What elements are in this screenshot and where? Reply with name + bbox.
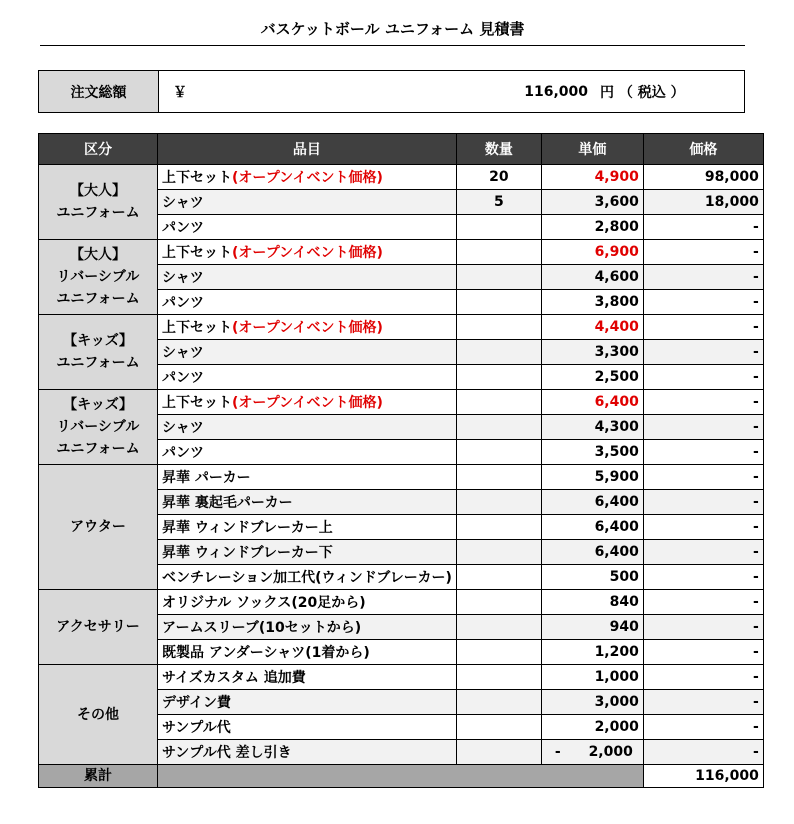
unit-price-cell: 6,900 <box>541 240 643 265</box>
quantity-cell <box>456 415 541 440</box>
quantity-cell <box>456 315 541 340</box>
quantity-cell <box>456 265 541 290</box>
item-cell <box>158 240 457 265</box>
item-cell <box>158 190 457 215</box>
item-name: 上下セット <box>162 320 232 336</box>
category-cell <box>39 665 158 765</box>
item-cell <box>158 365 457 390</box>
item-name: サンプル代 差し引き <box>162 745 292 761</box>
unit-price-cell: 5,900 <box>541 465 643 490</box>
unit-price-cell: 2,500 <box>541 365 643 390</box>
header-price: 価格 <box>643 134 763 165</box>
item-name: シャツ <box>162 195 204 211</box>
item-name: サイズカスタム 追加費 <box>162 670 306 686</box>
unit-price-cell: 840 <box>541 590 643 615</box>
category-cell <box>39 390 158 465</box>
item-name: 昇華 パーカー <box>162 470 251 486</box>
item-name: 昇華 裏起毛パーカー <box>162 495 293 511</box>
category-label-line: その他 <box>77 706 119 723</box>
quantity-cell: 5 <box>456 190 541 215</box>
estimate-table <box>38 133 764 788</box>
amount-cell: 98,000 <box>643 165 763 190</box>
item-name: パンツ <box>162 445 204 461</box>
unit-price-cell: 6,400 <box>541 490 643 515</box>
category-cell <box>39 590 158 665</box>
quantity-cell <box>456 215 541 240</box>
unit-price-cell: 3,500 <box>541 440 643 465</box>
amount-cell: - <box>643 390 763 415</box>
quantity-cell <box>456 515 541 540</box>
item-cell <box>158 215 457 240</box>
header-unit-price: 単価 <box>541 134 643 165</box>
amount-cell: - <box>643 465 763 490</box>
item-name: パンツ <box>162 370 204 386</box>
item-cell <box>158 415 457 440</box>
currency-symbol: ￥ <box>173 84 187 101</box>
item-cell <box>158 590 457 615</box>
amount-cell: - <box>643 265 763 290</box>
item-name: サンプル代 <box>162 720 231 736</box>
category-cell <box>39 240 158 315</box>
item-cell <box>158 540 457 565</box>
item-name: 上下セット <box>162 170 232 186</box>
amount-cell: - <box>643 615 763 640</box>
item-name: 昇華 ウィンドブレーカー上 <box>162 520 333 536</box>
amount-cell: - <box>643 365 763 390</box>
amount-cell: - <box>643 440 763 465</box>
category-label-line: 【キッズ】 <box>63 397 133 413</box>
item-cell <box>158 490 457 515</box>
amount-cell: - <box>643 515 763 540</box>
item-cell <box>158 315 457 340</box>
item-name: ベンチレーション加工代(ウィンドブレーカー) <box>162 570 452 586</box>
event-price-note: (オープンイベント価格) <box>232 320 383 336</box>
unit-price-cell: 1,000 <box>541 665 643 690</box>
header-item: 品目 <box>158 134 457 165</box>
category-label-line: ユニフォーム <box>56 355 140 371</box>
unit-price-cell: 3,800 <box>541 290 643 315</box>
unit-price-cell: 6,400 <box>541 540 643 565</box>
event-price-note: (オープンイベント価格) <box>232 395 383 411</box>
category-cell <box>39 165 158 240</box>
item-cell <box>158 290 457 315</box>
title-underline <box>40 45 745 46</box>
item-name: シャツ <box>162 270 204 286</box>
category-label-line: 【キッズ】 <box>63 333 133 349</box>
amount-cell: - <box>643 690 763 715</box>
quantity-cell <box>456 490 541 515</box>
item-cell <box>158 165 457 190</box>
amount-cell: - <box>643 240 763 265</box>
category-label-line: ユニフォーム <box>56 441 140 457</box>
subtotal-spacer <box>158 765 644 788</box>
unit-price-cell: 4,900 <box>541 165 643 190</box>
unit-price-cell: 500 <box>541 565 643 590</box>
item-name: パンツ <box>162 295 204 311</box>
quantity-cell <box>456 665 541 690</box>
amount-cell: - <box>643 640 763 665</box>
category-label-line: 【大人】 <box>70 183 126 199</box>
item-cell <box>158 465 457 490</box>
category-cell <box>39 315 158 390</box>
item-name: 昇華 ウィンドブレーカー下 <box>162 545 333 561</box>
item-cell <box>158 515 457 540</box>
amount-cell: - <box>643 590 763 615</box>
unit-price-cell: 6,400 <box>541 390 643 415</box>
quantity-cell <box>456 640 541 665</box>
quantity-cell <box>456 440 541 465</box>
item-name: アームスリーブ(10セットから) <box>162 620 362 636</box>
order-total-amount: 116,000 <box>524 83 588 100</box>
unit-price-cell: 3,300 <box>541 340 643 365</box>
item-cell <box>158 340 457 365</box>
subtotal-amount: 116,000 <box>643 765 763 788</box>
table-row <box>39 315 764 340</box>
quantity-cell <box>456 290 541 315</box>
item-cell <box>158 390 457 415</box>
order-total-unit: 円 （ 税込 ） <box>600 84 685 101</box>
unit-price-cell: 4,300 <box>541 415 643 440</box>
item-cell <box>158 615 457 640</box>
category-label-line: ユニフォーム <box>56 205 140 221</box>
event-price-note: (オープンイベント価格) <box>232 170 383 186</box>
item-cell <box>158 665 457 690</box>
amount-cell: - <box>643 290 763 315</box>
amount-cell: - <box>643 340 763 365</box>
category-cell <box>39 465 158 590</box>
quantity-cell: 20 <box>456 165 541 190</box>
quantity-cell <box>456 465 541 490</box>
quantity-cell <box>456 365 541 390</box>
quantity-cell <box>456 715 541 740</box>
item-name: シャツ <box>162 345 204 361</box>
amount-cell: 18,000 <box>643 190 763 215</box>
table-row <box>39 165 764 190</box>
quantity-cell <box>456 740 541 765</box>
unit-price-cell: 2,000 <box>541 715 643 740</box>
amount-cell: - <box>643 565 763 590</box>
item-cell <box>158 265 457 290</box>
quantity-cell <box>456 390 541 415</box>
price-value: 2,000 <box>588 744 633 760</box>
document-title: バスケットボール ユニフォーム 見積書 <box>260 20 525 38</box>
unit-price-cell: 3,600 <box>541 190 643 215</box>
subtotal-label: 累計 <box>39 765 158 788</box>
item-cell <box>158 640 457 665</box>
amount-cell: - <box>643 540 763 565</box>
table-row <box>39 465 764 490</box>
header-quantity: 数量 <box>456 134 541 165</box>
unit-price-cell <box>541 740 643 765</box>
item-cell <box>158 740 457 765</box>
order-total-box <box>38 70 745 113</box>
minus-sign: - <box>554 744 561 760</box>
table-row <box>39 590 764 615</box>
item-name: シャツ <box>162 420 204 436</box>
unit-price-cell: 4,400 <box>541 315 643 340</box>
item-name: デザイン費 <box>162 695 232 711</box>
quantity-cell <box>456 590 541 615</box>
unit-price-cell: 2,800 <box>541 215 643 240</box>
item-cell <box>158 715 457 740</box>
quantity-cell <box>456 240 541 265</box>
unit-price-cell: 6,400 <box>541 515 643 540</box>
category-label-line: 【大人】 <box>70 247 126 263</box>
quantity-cell <box>456 565 541 590</box>
table-row <box>39 390 764 415</box>
item-cell <box>158 690 457 715</box>
amount-cell: - <box>643 740 763 765</box>
amount-cell: - <box>643 315 763 340</box>
quantity-cell <box>456 340 541 365</box>
header-category: 区分 <box>39 134 158 165</box>
table-body <box>39 165 764 765</box>
amount-cell: - <box>643 715 763 740</box>
item-name: 上下セット <box>162 395 232 411</box>
unit-price-cell: 4,600 <box>541 265 643 290</box>
category-label-line: アウター <box>70 519 126 535</box>
category-label-line: アクセサリー <box>56 619 140 635</box>
unit-price-cell: 3,000 <box>541 690 643 715</box>
order-total-label: 注文総額 <box>39 71 159 112</box>
item-name: パンツ <box>162 220 204 236</box>
quantity-cell <box>456 615 541 640</box>
subtotal-row <box>39 765 764 788</box>
item-name: 上下セット <box>162 245 232 261</box>
quantity-cell <box>456 540 541 565</box>
amount-cell: - <box>643 415 763 440</box>
amount-cell: - <box>643 665 763 690</box>
item-name: オリジナル ソックス(20足から) <box>162 595 366 611</box>
amount-cell: - <box>643 490 763 515</box>
order-total-value <box>159 71 744 112</box>
table-header-row <box>39 134 764 165</box>
item-cell <box>158 565 457 590</box>
amount-cell: - <box>643 215 763 240</box>
unit-price-cell: 1,200 <box>541 640 643 665</box>
category-label-line: リバーシブル <box>56 269 140 285</box>
table-row <box>39 240 764 265</box>
quantity-cell <box>456 690 541 715</box>
category-label-line: リバーシブル <box>56 419 140 435</box>
item-name: 既製品 アンダーシャツ(1着から) <box>162 645 370 661</box>
table-row <box>39 665 764 690</box>
unit-price-cell: 940 <box>541 615 643 640</box>
negative-price <box>555 744 633 760</box>
category-label-line: ユニフォーム <box>56 291 140 307</box>
event-price-note: (オープンイベント価格) <box>232 245 383 261</box>
item-cell <box>158 440 457 465</box>
